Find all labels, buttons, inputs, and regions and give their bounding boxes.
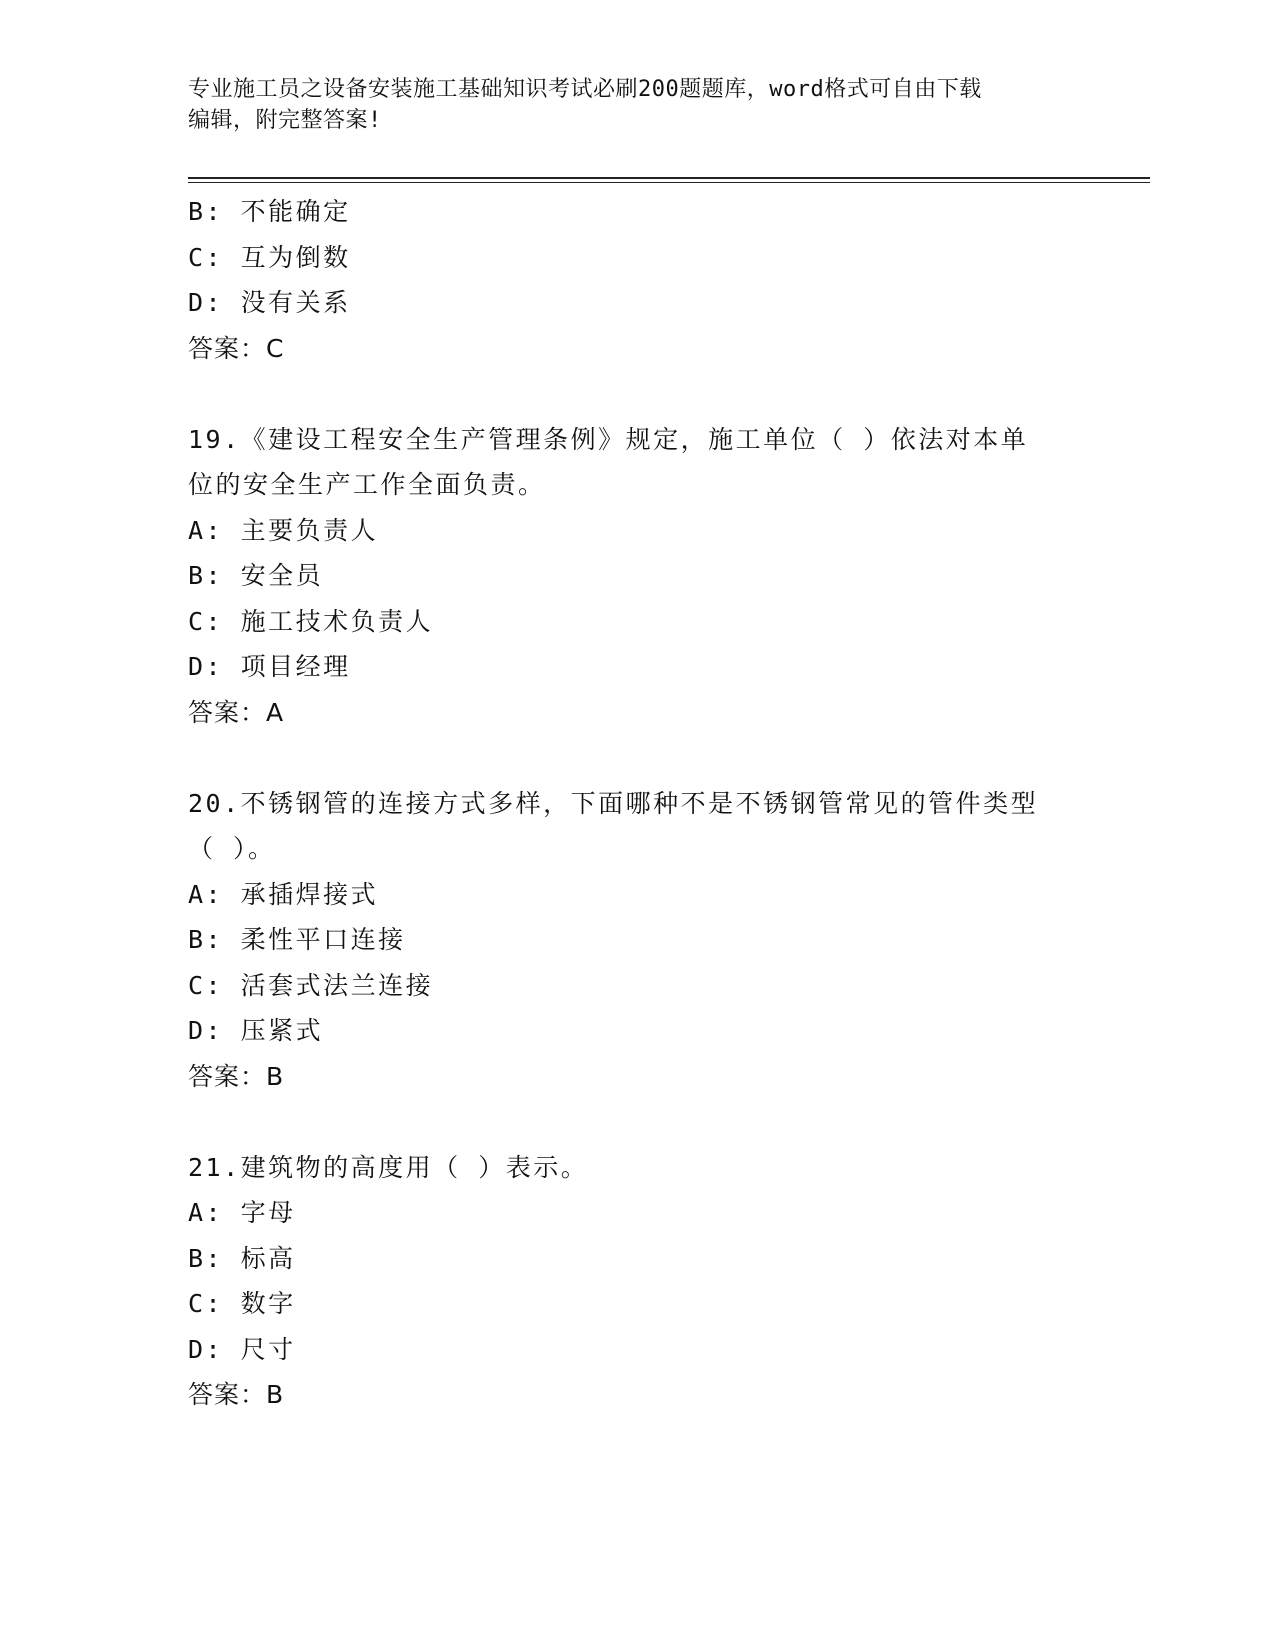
header-divider-thin (188, 182, 1150, 183)
question-19-answer-line (188, 690, 1088, 736)
question-19-option-c: C: 施工技术负责人 (188, 606, 434, 636)
question-19-text-line-1: 19.《建设工程安全生产管理条例》规定，施工单位（ ）依法对本单 (188, 424, 1029, 454)
question-20-option-c: C: 活套式法兰连接 (188, 970, 434, 1000)
answer-value: B (266, 1061, 285, 1091)
question-spacer (188, 371, 1088, 417)
answer-label: 答案： (188, 1380, 267, 1409)
question-21-option-a: A: 字母 (188, 1198, 296, 1227)
question-20-option-a: A: 承插焊接式 (188, 879, 379, 909)
answer-label: 答案： (188, 697, 267, 727)
question-20-option-d: D: 压紧式 (188, 1016, 324, 1045)
question-spacer (188, 735, 1088, 781)
question-21-answer-line (188, 1372, 1088, 1418)
answer-value: C (266, 333, 285, 363)
question-21-option-d: D: 尺寸 (188, 1334, 296, 1364)
question-19-option-d: D: 项目经理 (188, 652, 351, 681)
question-19-option-b: B: 安全员 (188, 561, 324, 590)
answer-line (188, 326, 1088, 372)
question-content (188, 189, 1088, 1418)
option-d: D: 没有关系 (188, 288, 351, 317)
question-20-text-line-2: （ ）。 (188, 834, 276, 863)
answer-label: 答案： (188, 333, 267, 363)
question-20-answer-line (188, 1054, 1088, 1100)
header-divider-thick (188, 177, 1150, 179)
question-21-text-line-1: 21.建筑物的高度用（ ）表示。 (188, 1152, 589, 1182)
previous-question-block (188, 189, 1088, 371)
question-spacer (188, 1099, 1088, 1145)
question-20-block (188, 781, 1088, 1100)
question-21-option-b: B: 标高 (188, 1243, 296, 1273)
question-19-option-a: A: 主要负责人 (188, 515, 379, 545)
answer-label: 答案： (188, 1061, 267, 1091)
question-19-text-line-2: 位的安全生产工作全面负责。 (188, 470, 546, 499)
answer-value: B (266, 1380, 285, 1409)
question-21-block (188, 1145, 1088, 1418)
question-21-option-c: C: 数字 (188, 1289, 296, 1318)
document-header (188, 74, 1068, 136)
question-19-block (188, 417, 1088, 736)
option-b: B: 不能确定 (188, 197, 351, 226)
header-line-2: 编辑，附完整答案! (188, 108, 382, 133)
option-c: C: 互为倒数 (188, 242, 351, 272)
question-20-option-b: B: 柔性平口连接 (188, 925, 406, 954)
question-20-text-line-1: 20.不锈钢管的连接方式多样，下面哪种不是不锈钢管常见的管件类型 (188, 788, 1039, 818)
answer-value: A (266, 697, 285, 727)
header-line-1: 专业施工员之设备安装施工基础知识考试必刷200题题库，word格式可自由下载 (188, 77, 982, 102)
